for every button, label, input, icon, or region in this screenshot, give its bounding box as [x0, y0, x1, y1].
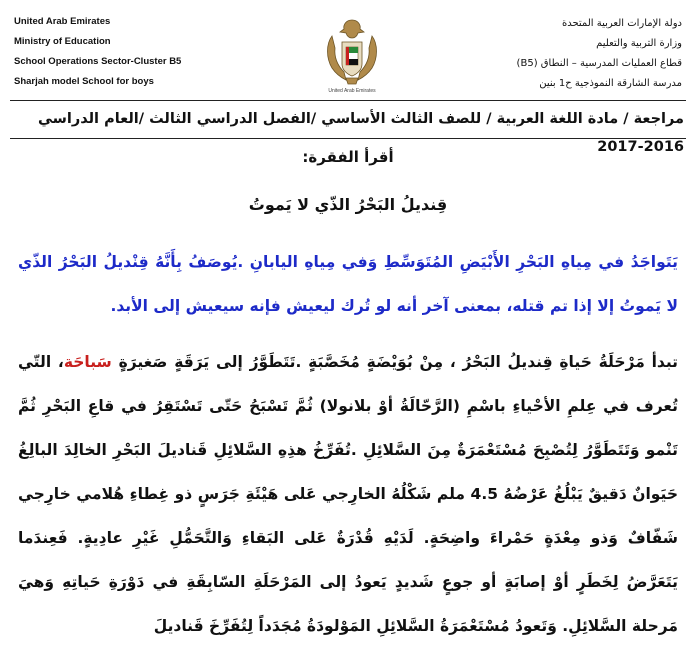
body-paragraph	[18, 340, 678, 648]
divider-bottom	[10, 138, 686, 139]
header-country: United Arab Emirates	[14, 16, 111, 27]
header-school: Sharjah model School for boys	[14, 76, 154, 87]
body-text-start: تبدأ مَرْحَلَةُ حَياةِ قِنديلُ البَحْرُ ، مِنْ بُوَيْضَةٍ مُخَصَّبَةٍ .تَتَطَوَّرُ إلى يَرَقَةٍ صَغيرَةٍ	[118, 353, 678, 371]
intro-paragraph: يَتَواجَدُ في مِياهِ البَحْرِ الأَبْيَضِ المُتَوَسِّطِ وَفي مِياهِ اليابانِ .يُوصَفُ بِأَنَّهُ قِنْديلُ البَحْرُ الذّي لا يَموتُ إلا إذا تم قتله، بمعنى آخر أنه لو تُرك ليعيش فإنه سيعيش إلى الأبد.	[18, 253, 678, 315]
header-sector-ar: قطاع العمليات المدرسية – النطاق (B5)	[516, 58, 682, 69]
header-ministry: Ministry of Education	[14, 36, 111, 47]
subject-line: مراجعة / مادة اللغة العربية / للصف الثالث الأساسي /الفصل الدراسي الثالث /العام الدراسي 2016-2017	[37, 111, 684, 155]
passage-title: قِنديلُ البَحْرُ الذّي لا يَموتُ	[248, 195, 448, 214]
header-arabic-block	[462, 14, 682, 94]
header-school-ar: مدرسة الشارقة النموذجية ح1 بنين	[539, 78, 682, 89]
uae-emblem-logo	[320, 14, 384, 96]
header-ministry-ar: وزارة التربية والتعليم	[596, 38, 682, 49]
header-country-ar: دولة الإمارات العربية المتحدة	[561, 18, 682, 29]
body-text-rest: ، التّي تُعرف في عِلمِ الأحْياءِ باسْمِ (الرَّحّالَةُ أوْ بلانولا) ثُمَّ تَسْبَحُ حَتّى تَسْتَقِرُ في قاعِ البَحْرِ ثُمَّ تَنْمو وَتَتَطَوَّرُ لِتُصْبِحَ مُسْتَعْمَرَةٌ مِنَ السَّلائِلِ .تُفَرِّخُ هذِهِ السَّلائِلِ قَناديلَ البَحْرِ الخالِدَ البالِغُ حَيَوانٌ دَقيقٌ يَبْلُغُ عَرْضُهُ 4.5 ملم شَكْلُهُ الخارِجي عَلى هَيْئَةِ جَرَسٍ ذو غِطاءِ هُلامي خارِجي شَفّافٌ وَذو مِعْدَةٍ حَمْراءَ واضِحَةٍ. لَدَيْهِ قُدْرَةٌ عَلى البَقاءِ وَالتَّحَمُّلِ غَيْرِ عادِيةٍ. فَعِندَما يَتَعَرَّضُ لِخَطَرٍ أوْ إصابَةٍ أو جوعٍ شَديدٍ يَعودُ إلى المَرْحَلَةِ السّابِقَةِ في دَوْرَةِ حَياتِهِ وَهيَ مَرحلة السَّلائِلِ. وَتَعودُ مُسْتَعْمَرَةُ السَّلائِلِ المَوْلودَةُ مُجَدَداً لِتُفَرِّخَ قَناديلَ	[18, 353, 679, 635]
header-english-block	[14, 12, 224, 92]
emblem-caption: United Arab Emirates	[328, 88, 376, 94]
instruction-prompt: أقرأ الفقرة:	[302, 148, 394, 166]
divider-top	[10, 100, 686, 101]
header-sector: School Operations Sector-Cluster B5	[14, 56, 182, 67]
highlighted-word: سَباحَة	[63, 353, 112, 371]
